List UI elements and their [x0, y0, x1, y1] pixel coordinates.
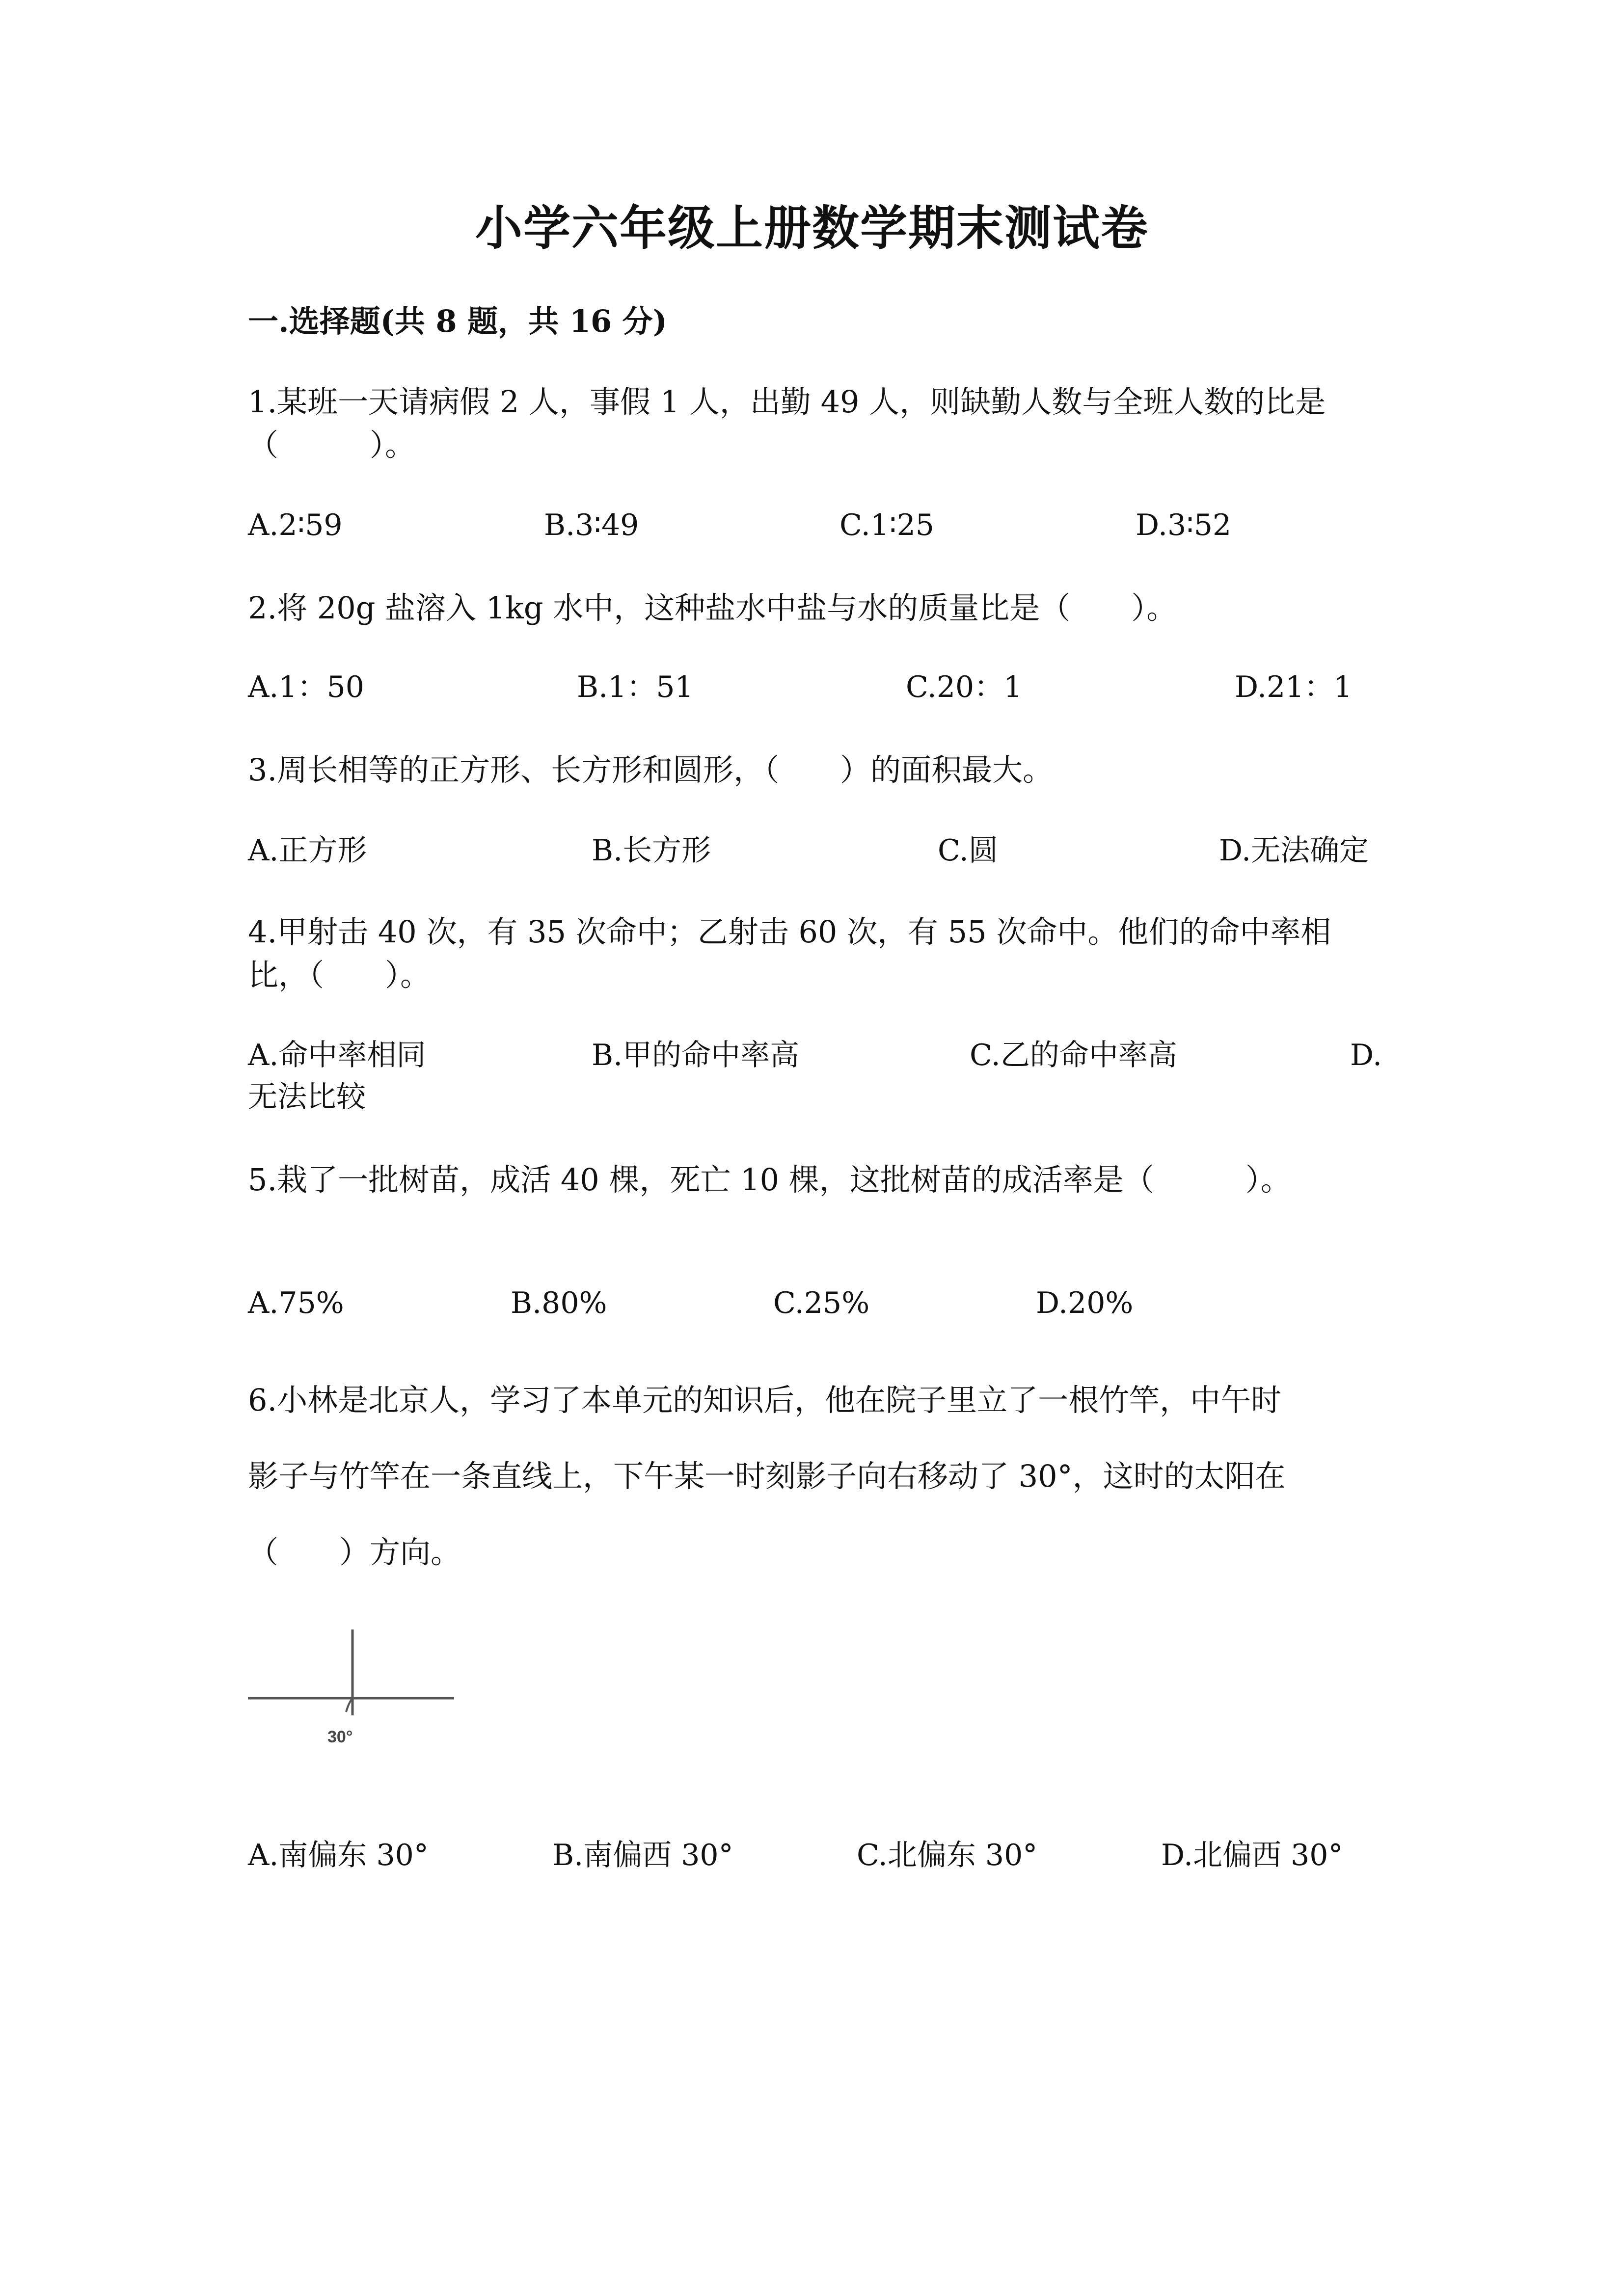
question-1	[248, 380, 1392, 467]
angle-label: 30°	[327, 1728, 353, 1746]
option-a[interactable]: A.1：50	[248, 670, 364, 704]
question-6-line-2: 影子与竹竿在一条直线上，下午某一时刻影子向右移动了 30°，这时的太阳在	[248, 1458, 1286, 1494]
question-3-options	[248, 828, 1392, 873]
option-c[interactable]: C.1∶25	[839, 508, 934, 542]
question-3-line-1: 3.周长相等的正方形、长方形和圆形，（ ）的面积最大。	[248, 752, 1054, 788]
option-d[interactable]: D.20%	[1036, 1286, 1134, 1320]
question-2-line-1: 2.将 20g 盐溶入 1kg 水中，这种盐水中盐与水的质量比是（ ）。	[248, 590, 1177, 626]
option-b[interactable]: B.1：51	[577, 670, 694, 704]
question-4	[248, 910, 1392, 997]
question-5-options	[248, 1281, 1392, 1325]
question-5-line-1: 5.栽了一批树苗，成活 40 棵，死亡 10 棵，这批树苗的成活率是（ ）。	[248, 1162, 1291, 1198]
option-d[interactable]: D.无法确定	[1219, 833, 1369, 868]
option-c[interactable]: C.乙的命中率高	[970, 1038, 1177, 1072]
option-a[interactable]: A.南偏东 30°	[248, 1838, 429, 1872]
option-b[interactable]: B.南偏西 30°	[552, 1838, 733, 1872]
question-1-options	[248, 503, 1392, 547]
option-a[interactable]: A.命中率相同	[248, 1038, 426, 1072]
option-d[interactable]: D.北偏西 30°	[1161, 1838, 1343, 1872]
question-4-options-wrap	[248, 1075, 1392, 1119]
option-d-text[interactable]: 无法比较	[248, 1080, 366, 1114]
option-a[interactable]: A.正方形	[248, 833, 367, 868]
question-6-line-3: （ ）方向。	[248, 1534, 461, 1570]
option-a[interactable]: A.75%	[248, 1286, 344, 1320]
option-d[interactable]: D.3∶52	[1136, 508, 1232, 542]
question-1-line-2: （ ）。	[248, 427, 416, 463]
option-b[interactable]: B.80%	[511, 1286, 607, 1320]
option-d[interactable]: D.21：1	[1235, 670, 1353, 704]
question-4-line-1: 4.甲射击 40 次，有 35 次命中；乙射击 60 次，有 55 次命中。他们的命中率相	[248, 914, 1331, 950]
option-b[interactable]: B.3∶49	[544, 508, 639, 542]
option-c[interactable]: C.圆	[938, 833, 998, 868]
question-6-options	[248, 1833, 1392, 1877]
question-6-line-1: 6.小林是北京人，学习了本单元的知识后，他在院子里立了一根竹竿，中午时	[248, 1382, 1282, 1418]
question-4-options	[248, 1033, 1392, 1077]
option-d[interactable]: D.	[1350, 1038, 1382, 1072]
question-4-line-2: 比，（ ）。	[248, 957, 431, 993]
shadow-angle-figure	[248, 1629, 464, 1757]
question-3	[248, 748, 1392, 792]
option-b[interactable]: B.甲的命中率高	[592, 1038, 800, 1072]
question-6	[248, 1362, 1392, 1590]
question-1-line-1: 1.某班一天请病假 2 人，事假 1 人，出勤 49 人，则缺勤人数与全班人数的比是	[248, 384, 1326, 420]
option-c[interactable]: C.北偏东 30°	[857, 1838, 1038, 1872]
question-5	[248, 1158, 1392, 1201]
option-b[interactable]: B.长方形	[592, 833, 711, 868]
option-c[interactable]: C.20：1	[906, 670, 1023, 704]
question-2-options	[248, 665, 1392, 709]
question-2	[248, 587, 1392, 630]
section-heading: 一.选择题(共 8 题，共 16 分)	[248, 303, 668, 339]
option-a[interactable]: A.2∶59	[248, 508, 343, 542]
page-title: 小学六年级上册数学期末测试卷	[475, 200, 1149, 256]
option-c[interactable]: C.25%	[773, 1286, 870, 1320]
shadow-angle-diagram	[248, 1629, 464, 1757]
